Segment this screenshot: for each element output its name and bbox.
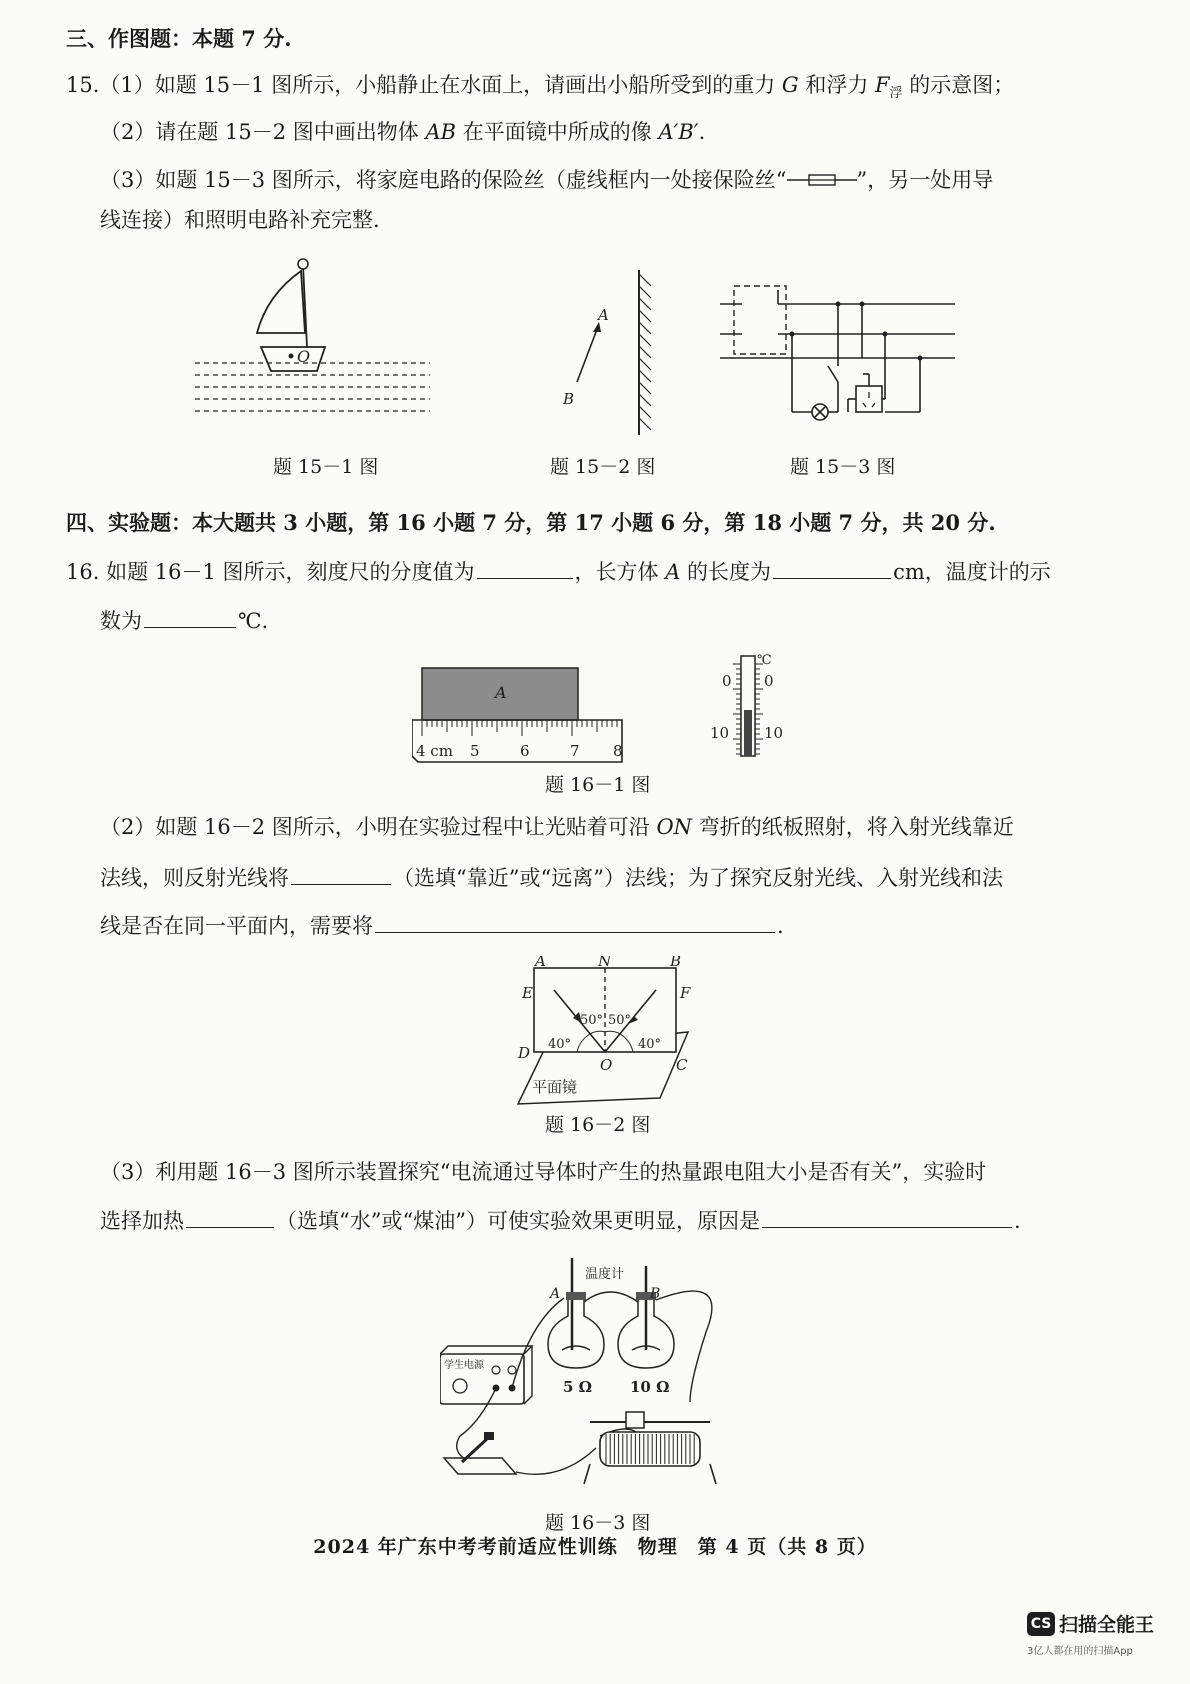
q15-symbol-g: G (781, 73, 799, 97)
caption-15-3: 题 15－3 图 (790, 456, 896, 478)
fuse-symbol-icon (787, 172, 857, 188)
flask-a (548, 1296, 604, 1368)
resistor-10-label: 10 Ω (630, 1378, 670, 1396)
boat-center-point (289, 354, 294, 359)
thermo-label-right-0: 0 (764, 672, 774, 690)
ruler-label-6: 6 (520, 742, 530, 760)
q15-part3 (100, 165, 993, 195)
knife-switch-base (444, 1458, 516, 1474)
block-a-label: A (495, 683, 507, 702)
q16-part2-line2 (100, 862, 1003, 893)
q16-part3-line2-text-2: （选填“水”或“煤油”）可使实验效果更明显，原因是 (276, 1209, 760, 1233)
point-b-label: B (563, 390, 575, 408)
angle-50-left: 50° (580, 1013, 604, 1028)
q15-part3-line2: 线连接）和照明电路补充完整. (100, 208, 380, 232)
q16-part2 (100, 812, 1014, 842)
camscanner-logo-icon: CS (1027, 1612, 1055, 1636)
q15-part1-text-2: 和浮力 (798, 73, 876, 97)
q16-part1-line2 (100, 605, 268, 636)
label-e: E (522, 984, 533, 1002)
figure-15-3-circuit (720, 282, 960, 442)
q15-part2 (100, 117, 705, 147)
rheostat-slider[interactable] (626, 1412, 644, 1428)
flask-b-label: B (650, 1286, 661, 1302)
q16-part3-line2-text: 选择加热 (100, 1209, 184, 1233)
figure-16-1-ruler (412, 664, 642, 764)
q16-part3: （3）利用题 16－3 图所示装置探究“电流通过导体时产生的热量跟电阻大小是否有关”，实验时 (100, 1160, 987, 1184)
q16-part1-text-3: 的长度为 (680, 560, 772, 584)
answer-blank-reason[interactable] (762, 1205, 1012, 1228)
junction-4 (918, 356, 923, 361)
section-3-title: 三、作图题：本题 7 分. (66, 26, 292, 51)
q16-part2-text-2: 弯折的纸板照射，将入射光线靠近 (692, 815, 1014, 839)
page-footer: 2024 年广东中考考前适应性训练 物理 第 4 页（共 8 页） (313, 1536, 877, 1558)
figure-16-2-reflection (510, 956, 720, 1106)
q16-part1-text-4: cm，温度计的示 (893, 560, 1051, 584)
q16-part3-line2 (100, 1205, 1021, 1236)
q16-part2-text: （2）如题 16－2 图所示，小明在实验过程中让光贴着可沿 (100, 815, 657, 839)
thermometer-label: 温度计 (585, 1267, 625, 1282)
resistor-wire-a (562, 1346, 590, 1350)
q16-part2-line3-text: 线是否在同一平面内，需要将 (100, 914, 373, 938)
knife-switch-handle[interactable] (484, 1432, 494, 1440)
q15-symbol-ab: AB (425, 120, 457, 144)
caption-15-1: 题 15－1 图 (273, 456, 379, 478)
thermo-label-left-0: 0 (722, 672, 732, 690)
ruler-label-7: 7 (570, 742, 580, 760)
boat-hull (261, 347, 325, 371)
q16-part1-text-2: ，长方体 (574, 560, 666, 584)
q15-part1 (66, 70, 1014, 109)
boat-center-label: O (297, 347, 311, 366)
q15-part2-text: （2）请在题 15－2 图中画出物体 (100, 120, 426, 144)
figure-15-1-sailboat (195, 255, 435, 415)
answer-blank-reflect[interactable] (291, 862, 391, 885)
q15-symbol-f: F (875, 73, 890, 97)
q15-part3-text: （3）如题 15－3 图所示，将家庭电路的保险丝（虚线框内一处接保险丝“ (100, 168, 787, 192)
socket-box (856, 386, 882, 412)
q15-part1-text-3: 的示意图； (902, 73, 1015, 97)
q16-part1-text: 16. 如题 16－1 图所示，刻度尺的分度值为 (66, 560, 475, 584)
label-o: O (600, 1056, 613, 1074)
q15-part3-text-2: ”，另一处用导 (856, 168, 994, 192)
label-b: B (670, 956, 682, 970)
figure-16-1-thermometer (710, 650, 800, 760)
q16-part1-line2-end: ℃. (238, 609, 269, 633)
thermometer-liquid (744, 710, 752, 756)
scanner-watermark (1027, 1610, 1155, 1657)
label-a: A (535, 956, 546, 970)
junction-1 (836, 302, 841, 307)
label-f: F (680, 984, 691, 1002)
figure-16-3-apparatus (440, 1252, 770, 1504)
answer-blank-length[interactable] (773, 556, 891, 579)
thermo-label-right-10: 10 (764, 724, 784, 742)
plane-mirror-label: 平面镜 (532, 1078, 578, 1096)
figure-15-2-mirror (555, 270, 665, 440)
rheostat-coil (600, 1432, 700, 1466)
q16-part1 (66, 556, 1051, 587)
junction-3 (883, 332, 888, 337)
flask-a-label: A (550, 1286, 561, 1302)
answer-blank-plane[interactable] (375, 910, 775, 933)
watermark-name: 扫描全能王 (1059, 1614, 1155, 1636)
ruler-label-8: 8 (613, 742, 623, 760)
label-d: D (518, 1044, 531, 1062)
ruler-label-4: 4 cm (416, 742, 453, 760)
q16-symbol-on: ON (656, 815, 693, 839)
q16-part2-line2-text: 法线，则反射光线将 (100, 866, 289, 890)
angle-40-right: 40° (638, 1037, 662, 1052)
ruler-ticks (422, 720, 622, 736)
answer-blank-temperature[interactable] (144, 605, 236, 628)
q16-part3-line2-end: . (1013, 1209, 1021, 1233)
caption-16-1: 题 16－1 图 (545, 774, 651, 796)
thermo-label-left-10: 10 (710, 724, 730, 742)
q16-part2-line2-text-2: （选填“靠近”或“远离”）法线；为了探究反射光线、入射光线和法 (393, 866, 1003, 890)
answer-blank-liquid[interactable] (186, 1205, 274, 1228)
mirror-hatching (639, 274, 651, 430)
label-n: N (598, 956, 612, 970)
q15-part2-text-2: 在平面镜中所成的像 (456, 120, 659, 144)
boat-sail (257, 271, 305, 333)
object-ab-arrow (577, 324, 599, 382)
watermark-sub: 3亿人都在用的扫描App (1027, 1646, 1133, 1657)
thermometer-unit: ℃ (757, 653, 772, 668)
caption-15-2: 题 15－2 图 (550, 456, 656, 478)
ruler-label-5: 5 (470, 742, 480, 760)
wire-between-flasks (584, 1292, 638, 1302)
q16-part2-line3 (100, 910, 784, 941)
angle-50-right: 50° (608, 1013, 632, 1028)
boat-mast-top (298, 259, 308, 269)
q15-symbol-f-sub: 浮 (889, 86, 903, 102)
junction-2 (790, 332, 795, 337)
power-supply-label: 学生电源 (444, 1360, 484, 1371)
resistor-5-label: 5 Ω (563, 1378, 593, 1396)
switch-blade (828, 366, 838, 382)
q16-symbol-a: A (665, 560, 681, 584)
caption-16-2: 题 16－2 图 (545, 1114, 651, 1136)
socket-holes-icon (863, 392, 875, 407)
label-c: C (676, 1056, 688, 1074)
q15-part1-text: 15.（1）如题 15－1 图所示，小船静止在水面上，请画出小船所受到的重力 (66, 73, 782, 97)
q16-part2-line3-end: . (777, 914, 784, 938)
angle-40-left: 40° (548, 1037, 572, 1052)
q15-symbol-image: A′B′ (658, 120, 699, 144)
q15-part2-end: . (698, 120, 706, 144)
section-4-title: 四、实验题：本大题共 3 小题，第 16 小题 7 分，第 17 小题 6 分，第 18 小题 7 分，共 20 分. (66, 510, 996, 535)
point-a-label: A (598, 306, 609, 324)
caption-16-3: 题 16－3 图 (545, 1512, 651, 1534)
q16-part1-line2-text: 数为 (100, 609, 142, 633)
answer-blank-division[interactable] (477, 556, 573, 579)
stopper-a (566, 1292, 586, 1300)
